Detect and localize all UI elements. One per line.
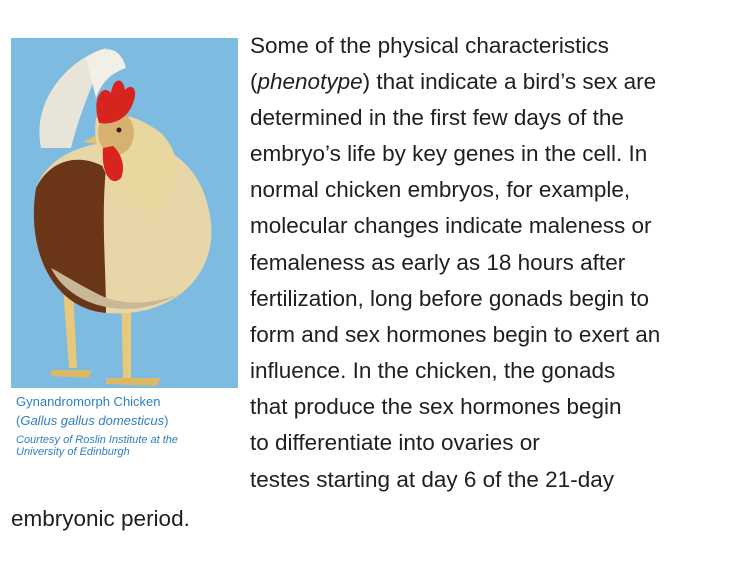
text-line-6: molecular changes indicate maleness or	[250, 213, 652, 238]
text-line-10: influence. In the chicken, the gonads	[250, 358, 616, 383]
caption-paren-open: (	[16, 413, 21, 428]
text-line-2-rest: ) that indicate a bird’s sex are	[362, 69, 657, 94]
text-line-2-open: (	[250, 69, 258, 94]
caption-title: Gynandromorph Chicken	[16, 394, 161, 409]
credit-line-2: University of Edinburgh	[16, 446, 130, 458]
figure-caption	[16, 392, 238, 458]
caption-credit	[16, 434, 238, 458]
text-line-9: form and sex hormones begin to exert an	[250, 322, 661, 347]
text-line-12: to differentiate into ovaries or	[250, 430, 540, 455]
text-line-14: embryonic period.	[11, 506, 190, 531]
text-line-11: that produce the sex hormones begin	[250, 394, 622, 419]
text-phenotype: phenotype	[257, 69, 363, 94]
text-line-3: determined in the first few days of the	[250, 105, 624, 130]
caption-scientific: Gallus gallus domesticus	[20, 413, 165, 428]
text-line-4: embryo’s life by key genes in the cell. In	[250, 141, 648, 166]
chicken-illustration	[11, 38, 238, 388]
chicken-photo	[11, 38, 238, 388]
text-line-1: Some of the physical characteristics	[250, 33, 609, 58]
text-line-8: fertilization, long before gonads begin to	[250, 286, 650, 311]
caption-scientific-name	[16, 411, 238, 430]
text-line-5: normal chicken embryos, for example,	[250, 177, 631, 202]
text-line-13: testes starting at day 6 of the 21-day	[250, 467, 614, 492]
caption-paren-close: )	[164, 413, 169, 428]
credit-line-1: Courtesy of Roslin Institute at the	[16, 434, 179, 446]
text-line-2	[250, 64, 656, 100]
text-line-7: femaleness as early as 18 hours after	[250, 250, 626, 275]
